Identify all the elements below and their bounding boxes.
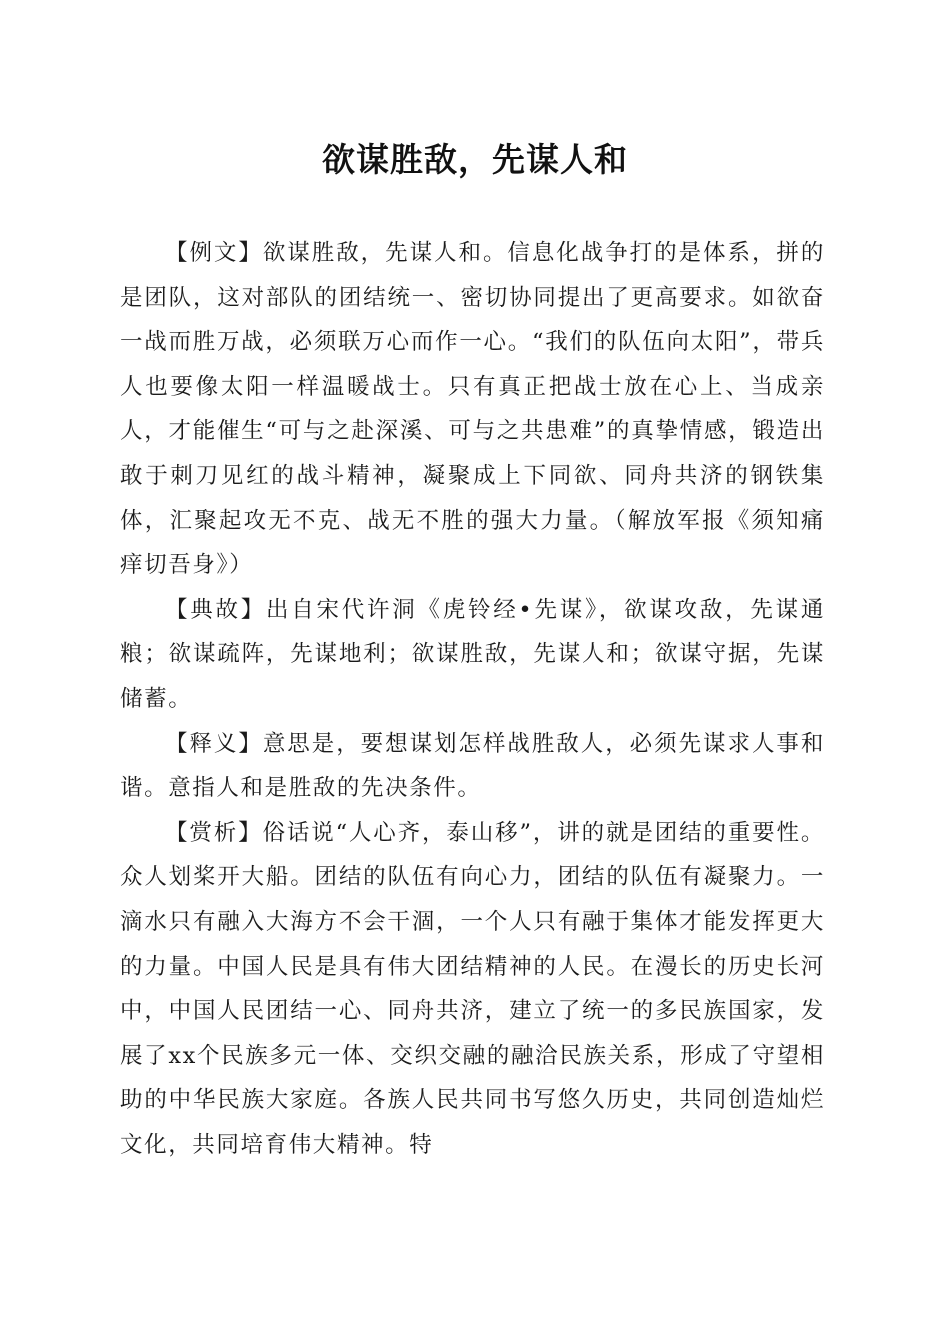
document-title: 欲谋胜敌，先谋人和 <box>322 140 628 179</box>
paragraph-text: 出自宋代许洞《虎铃经•先谋》，欲谋攻敌，先谋通粮；欲谋疏阵，先谋地利；欲谋胜敌，先谋人和；欲谋守据，先谋储蓄。 <box>120 596 825 712</box>
paragraph-tag: 【例文】 <box>165 240 263 266</box>
paragraph-meaning <box>120 722 825 811</box>
paragraph-text: 欲谋胜敌，先谋人和。信息化战争打的是体系，拼的是团队，这对部队的团结统一、密切协同提出了更高要求。如欲奋一战而胜万战，必须联万心而作一心。“我们的队伍向太阳”，带兵人也要像太阳一样温暖战士。只有真正把战士放在心上、当成亲人，才能催生“可与之赴深溪、可与之共患难”的真挚情感，锻造出敢于刺刀见红的战斗精神，凝聚成上下同欲、同舟共济的钢铁集体，汇聚起攻无不克、战无不胜的强大力量。（解放军报《须知痛痒切吾身》） <box>120 240 825 579</box>
paragraph-appreciation <box>120 811 825 1168</box>
document-body <box>120 231 825 1167</box>
paragraph-example <box>120 231 825 588</box>
paragraph-text: 意思是，要想谋划怎样战胜敌人，必须先谋求人事和谐。意指人和是胜敌的先决条件。 <box>120 730 825 802</box>
paragraph-tag: 【释义】 <box>165 730 263 757</box>
paragraph-tag: 【典故】 <box>165 596 266 623</box>
paragraph-allusion <box>120 588 825 722</box>
paragraph-text: 俗话说“人心齐，泰山移”，讲的就是团结的重要性。众人划桨开大船。团结的队伍有向心力，团结的队伍有凝聚力。一滴水只有融入大海方不会干涸，一个人只有融于集体才能发挥更大的力量。中国人民是具有伟大团结精神的人民。在漫长的历史长河中，中国人民团结一心、同舟共济，建立了统一的多民族国家，发展了xx个民族多元一体、交织交融的融洽民族关系，形成了守望相助的中华民族大家庭。各族人民共同书写悠久历史，共同创造灿烂文化，共同培育伟大精神。特 <box>120 819 825 1158</box>
paragraph-tag: 【赏析】 <box>165 819 263 846</box>
